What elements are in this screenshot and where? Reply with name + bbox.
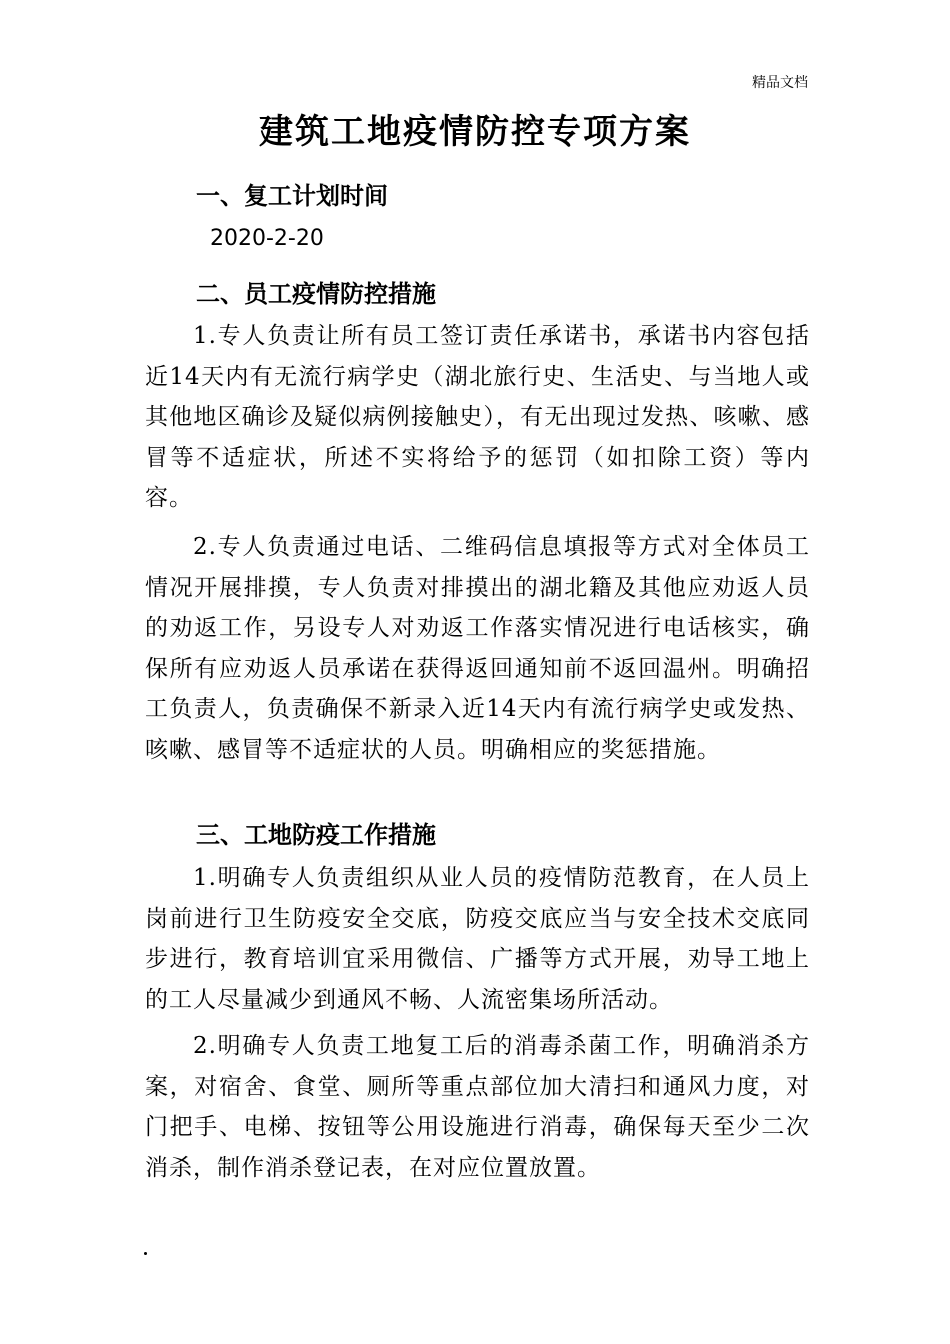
paragraph-2-2: 2.专人负责通过电话、二维码信息填报等方式对全体员工情况开展排摸，专人负责对排摸出的湖北籍及其他应劝返人员的劝返工作，另设专人对劝返工作落实情况进行电话核实，确保所有应劝返人员承诺在获得返回通知前不返回温州。明确招工负责人，负责确保不新录入近14天内有流行病学史或发热、咳嗽、感冒等不适症状的人员。明确相应的奖惩措施。 — [145, 534, 810, 763]
header-tag: 精品文档 — [752, 75, 808, 91]
paragraph-3-2: 2.明确专人负责工地复工后的消毒杀菌工作，明确消杀方案，对宿舍、食堂、厕所等重点部位加大清扫和通风力度，对门把手、电梯、按钮等公用设施进行消毒，确保每天至少二次消杀，制作消杀登记表，在对应位置放置。 — [145, 1033, 810, 1181]
document-title: 建筑工地疫情防控专项方案 — [259, 112, 691, 152]
paragraph-3-1: 1.明确专人负责组织从业人员的疫情防范教育，在人员上岗前进行卫生防疫安全交底，防疫交底应当与安全技术交底同步进行，教育培训宜采用微信、广播等方式开展，劝导工地上的工人尽量减少到通风不畅、人流密集场所活动。 — [145, 865, 810, 1013]
section-heading-1: 一、复工计划时间 — [196, 182, 388, 210]
page-dot — [144, 1252, 147, 1255]
resume-date: 2020-2-20 — [210, 226, 324, 251]
section-heading-3: 三、工地防疫工作措施 — [196, 821, 436, 849]
section-heading-2: 二、员工疫情防控措施 — [196, 280, 436, 308]
paragraph-2-1: 1.专人负责让所有员工签订责任承诺书，承诺书内容包括近14天内有无流行病学史（湖北旅行史、生活史、与当地人或其他地区确诊及疑似病例接触史），有无出现过发热、咳嗽、感冒等不适症状，所述不实将给予的惩罚（如扣除工资）等内容。 — [145, 323, 810, 511]
